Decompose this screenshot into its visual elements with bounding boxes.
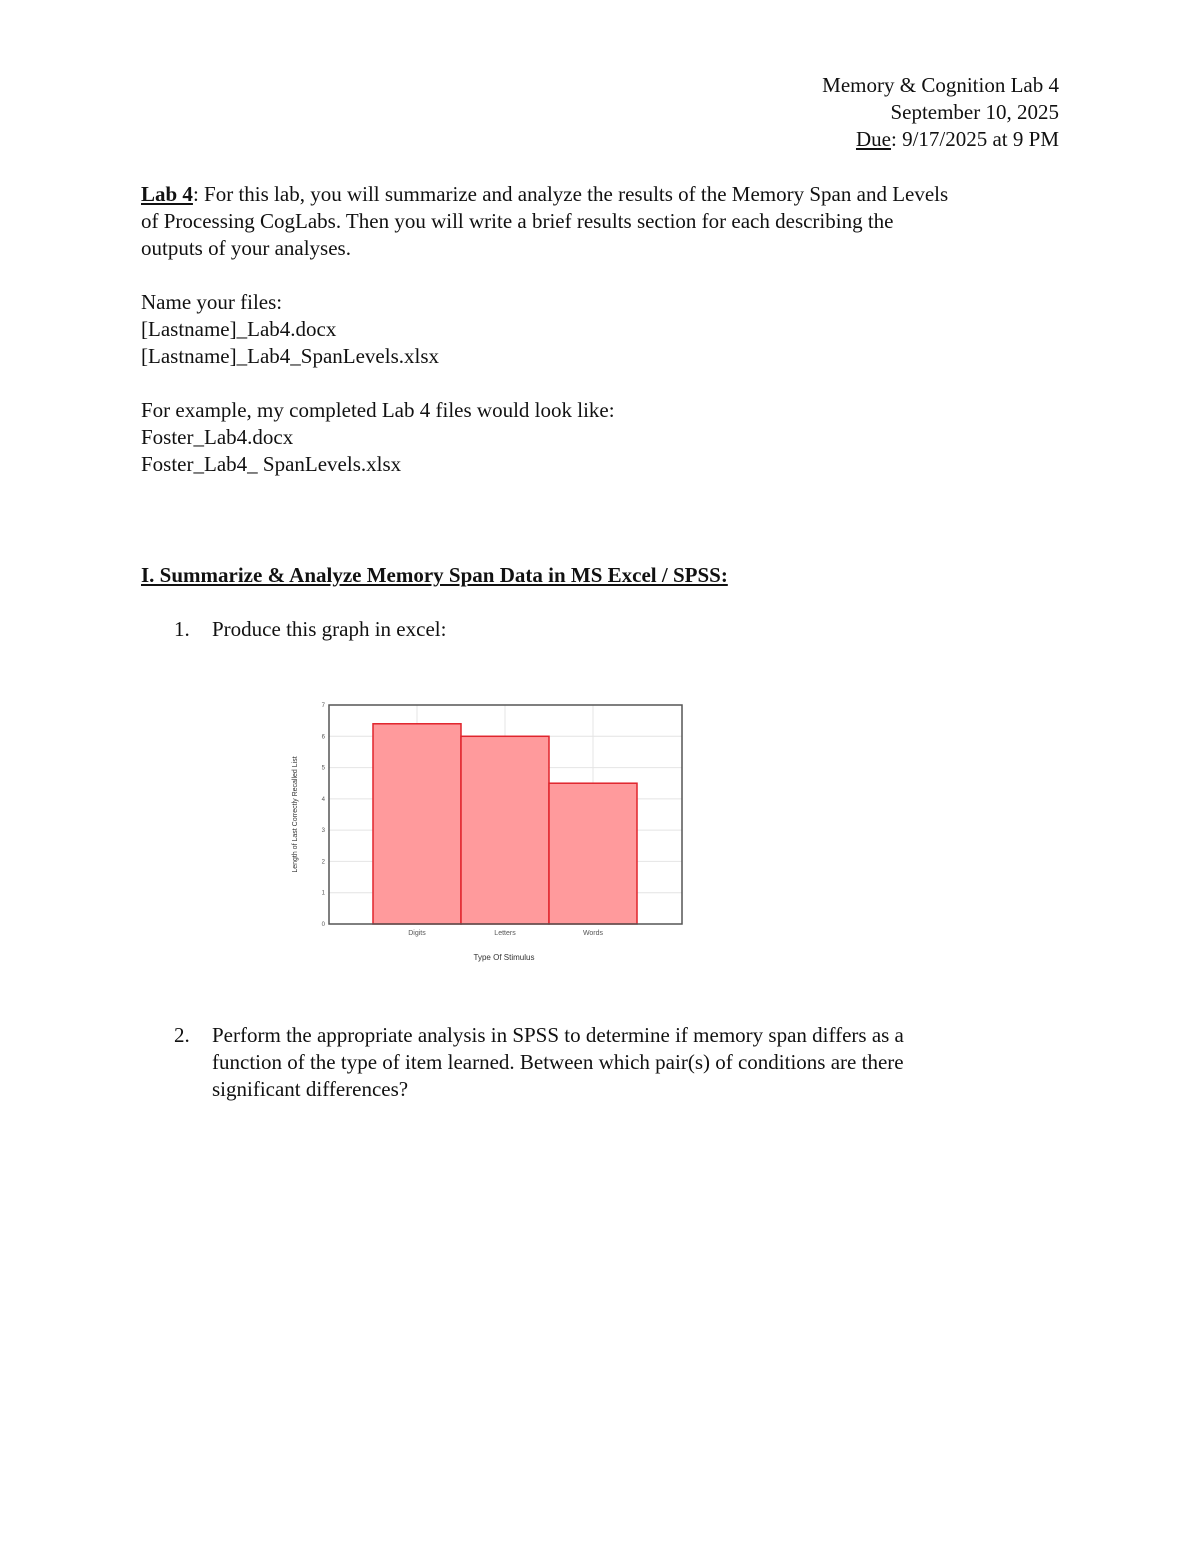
example-file-docx: Foster_Lab4.docx: [141, 425, 294, 449]
y-tick-label: 5: [321, 765, 325, 772]
due-value: : 9/17/2025 at 9 PM: [890, 127, 1059, 151]
example-file-xlsx: Foster_Lab4_ SpanLevels.xlsx: [141, 452, 402, 476]
due-label: Due: [855, 127, 891, 151]
y-tick-label: 2: [321, 859, 325, 866]
file-naming-block: [141, 289, 1059, 370]
list-text-2-line-2: function of the type of item learned. Between which pair(s) of conditions are there: [212, 1050, 904, 1074]
y-tick-label: 7: [321, 703, 325, 709]
list-number-2: 2.: [174, 1023, 190, 1047]
course-title: Memory & Cognition Lab 4: [822, 73, 1059, 97]
y-tick-label: 0: [321, 922, 325, 928]
list-item-2: [174, 1022, 1004, 1103]
x-tick-label: Words: [582, 930, 604, 937]
bar-chart: [280, 695, 700, 975]
intro-line-3: outputs of your analyses.: [141, 236, 351, 260]
bar-words: [549, 783, 637, 924]
x-axis-label: Type Of Stimulus: [473, 953, 535, 962]
bar-digits: [373, 724, 461, 924]
y-tick-label: 1: [321, 890, 325, 897]
lab-label: Lab 4: [141, 182, 193, 206]
y-tick-label: 3: [321, 828, 325, 835]
file-name-docx: [Lastname]_Lab4.docx: [141, 317, 337, 341]
y-tick-label: 4: [321, 796, 325, 803]
header-block: [559, 72, 1059, 153]
list-number-1: 1.: [174, 617, 190, 641]
y-axis-label: Length of Last Correctly Recalled List: [292, 756, 299, 873]
x-tick-label: Digits: [408, 930, 426, 937]
y-tick-label: 6: [321, 734, 325, 741]
x-tick-label: Letters: [494, 930, 516, 937]
chart-svg: [280, 695, 700, 975]
intro-paragraph: [141, 181, 1059, 262]
list-item-1: [174, 616, 1004, 643]
list-text-1: Produce this graph in excel:: [212, 617, 447, 641]
document-date: September 10, 2025: [890, 100, 1059, 124]
file-name-xlsx: [Lastname]_Lab4_SpanLevels.xlsx: [141, 344, 439, 368]
bar-letters: [461, 736, 549, 924]
list-text-2-line-1: Perform the appropriate analysis in SPSS to determine if memory span differs as a: [212, 1023, 904, 1047]
due-date: [559, 126, 1059, 153]
example-files-block: [141, 397, 1059, 478]
intro-line-2: of Processing CogLabs. Then you will write a brief results section for each describing the: [141, 209, 894, 233]
intro-line-1: : For this lab, you will summarize and analyze the results of the Memory Span and Levels: [192, 182, 949, 206]
section-title: I. Summarize & Analyze Memory Span Data in MS Excel / SPSS:: [141, 563, 728, 587]
files-heading: Name your files:: [141, 290, 283, 314]
list-text-2-line-3: significant differences?: [212, 1077, 409, 1101]
example-heading: For example, my completed Lab 4 files would look like:: [141, 398, 615, 422]
